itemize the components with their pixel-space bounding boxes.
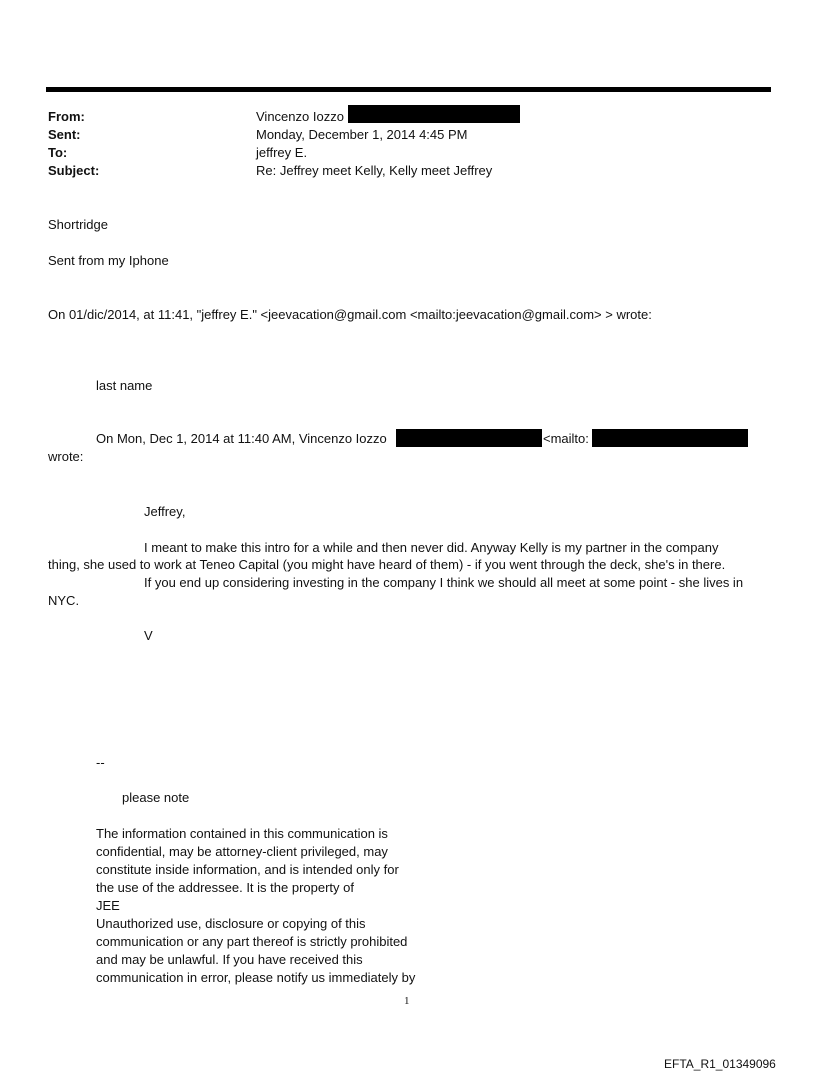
para2-line2: NYC. xyxy=(48,593,80,608)
disclaimer-line: The information contained in this communication is xyxy=(96,826,388,841)
disclaimer-line: the use of the addressee. It is the property of xyxy=(96,880,354,895)
page-number: 1 xyxy=(404,995,410,1007)
document-id-footer: EFTA_R1_01349096 xyxy=(664,1057,776,1071)
redaction-quote-email xyxy=(396,429,542,447)
body-line-sent-from: Sent from my Iphone xyxy=(48,253,169,268)
disclaimer-line: constitute inside information, and is intended only for xyxy=(96,862,399,877)
subject-label: Subject: xyxy=(48,163,100,178)
greeting: Jeffrey, xyxy=(144,504,186,519)
subject-value: Re: Jeffrey meet Kelly, Kelly meet Jeffrey xyxy=(256,163,493,178)
to-value: jeffrey E. xyxy=(256,145,308,160)
quote-header-1: On 01/dic/2014, at 11:41, "jeffrey E." <jeevacation@gmail.com <mailto:jeevacation@gmail.com> > wrote: xyxy=(48,307,652,322)
disclaimer-line: Unauthorized use, disclosure or copying of this xyxy=(96,916,366,931)
disclaimer-line: confidential, may be attorney-client privileged, may xyxy=(96,844,388,859)
disclaimer-line: JEE xyxy=(96,898,120,913)
header-rule xyxy=(46,87,771,92)
para2-line1: If you end up considering investing in the company I think we should all meet at some point - she lives in xyxy=(144,575,744,590)
disclaimer-line: and may be unlawful. If you have received this xyxy=(96,952,363,967)
to-label: To: xyxy=(48,145,68,160)
para1-line1: I meant to make this intro for a while and then never did. Anyway Kelly is my partner in the company xyxy=(144,540,719,555)
signature-separator: -- xyxy=(96,755,105,770)
sent-value: Monday, December 1, 2014 4:45 PM xyxy=(256,127,468,142)
from-label: From: xyxy=(48,109,85,124)
disclaimer-block xyxy=(96,825,456,987)
redaction-from-email xyxy=(348,105,520,123)
para1-line2: thing, she used to work at Teneo Capital (you might have heard of them) - if you went through the deck, she's in there. xyxy=(48,557,726,572)
quote-header-2-start: On Mon, Dec 1, 2014 at 11:40 AM, Vincenzo Iozzo xyxy=(96,431,387,446)
body-last-name: last name xyxy=(96,378,153,393)
quote-header-2-mailto: <mailto: xyxy=(543,431,589,446)
signoff: V xyxy=(144,628,153,643)
please-note: please note xyxy=(122,790,190,805)
quote-header-2-end: wrote: xyxy=(48,449,84,464)
from-value: Vincenzo Iozzo xyxy=(256,109,344,124)
sent-label: Sent: xyxy=(48,127,81,142)
redaction-quote-mailto xyxy=(592,429,748,447)
body-line-shortridge: Shortridge xyxy=(48,217,108,232)
disclaimer-line: communication in error, please notify us immediately by xyxy=(96,970,416,985)
disclaimer-line: communication or any part thereof is strictly prohibited xyxy=(96,934,408,949)
